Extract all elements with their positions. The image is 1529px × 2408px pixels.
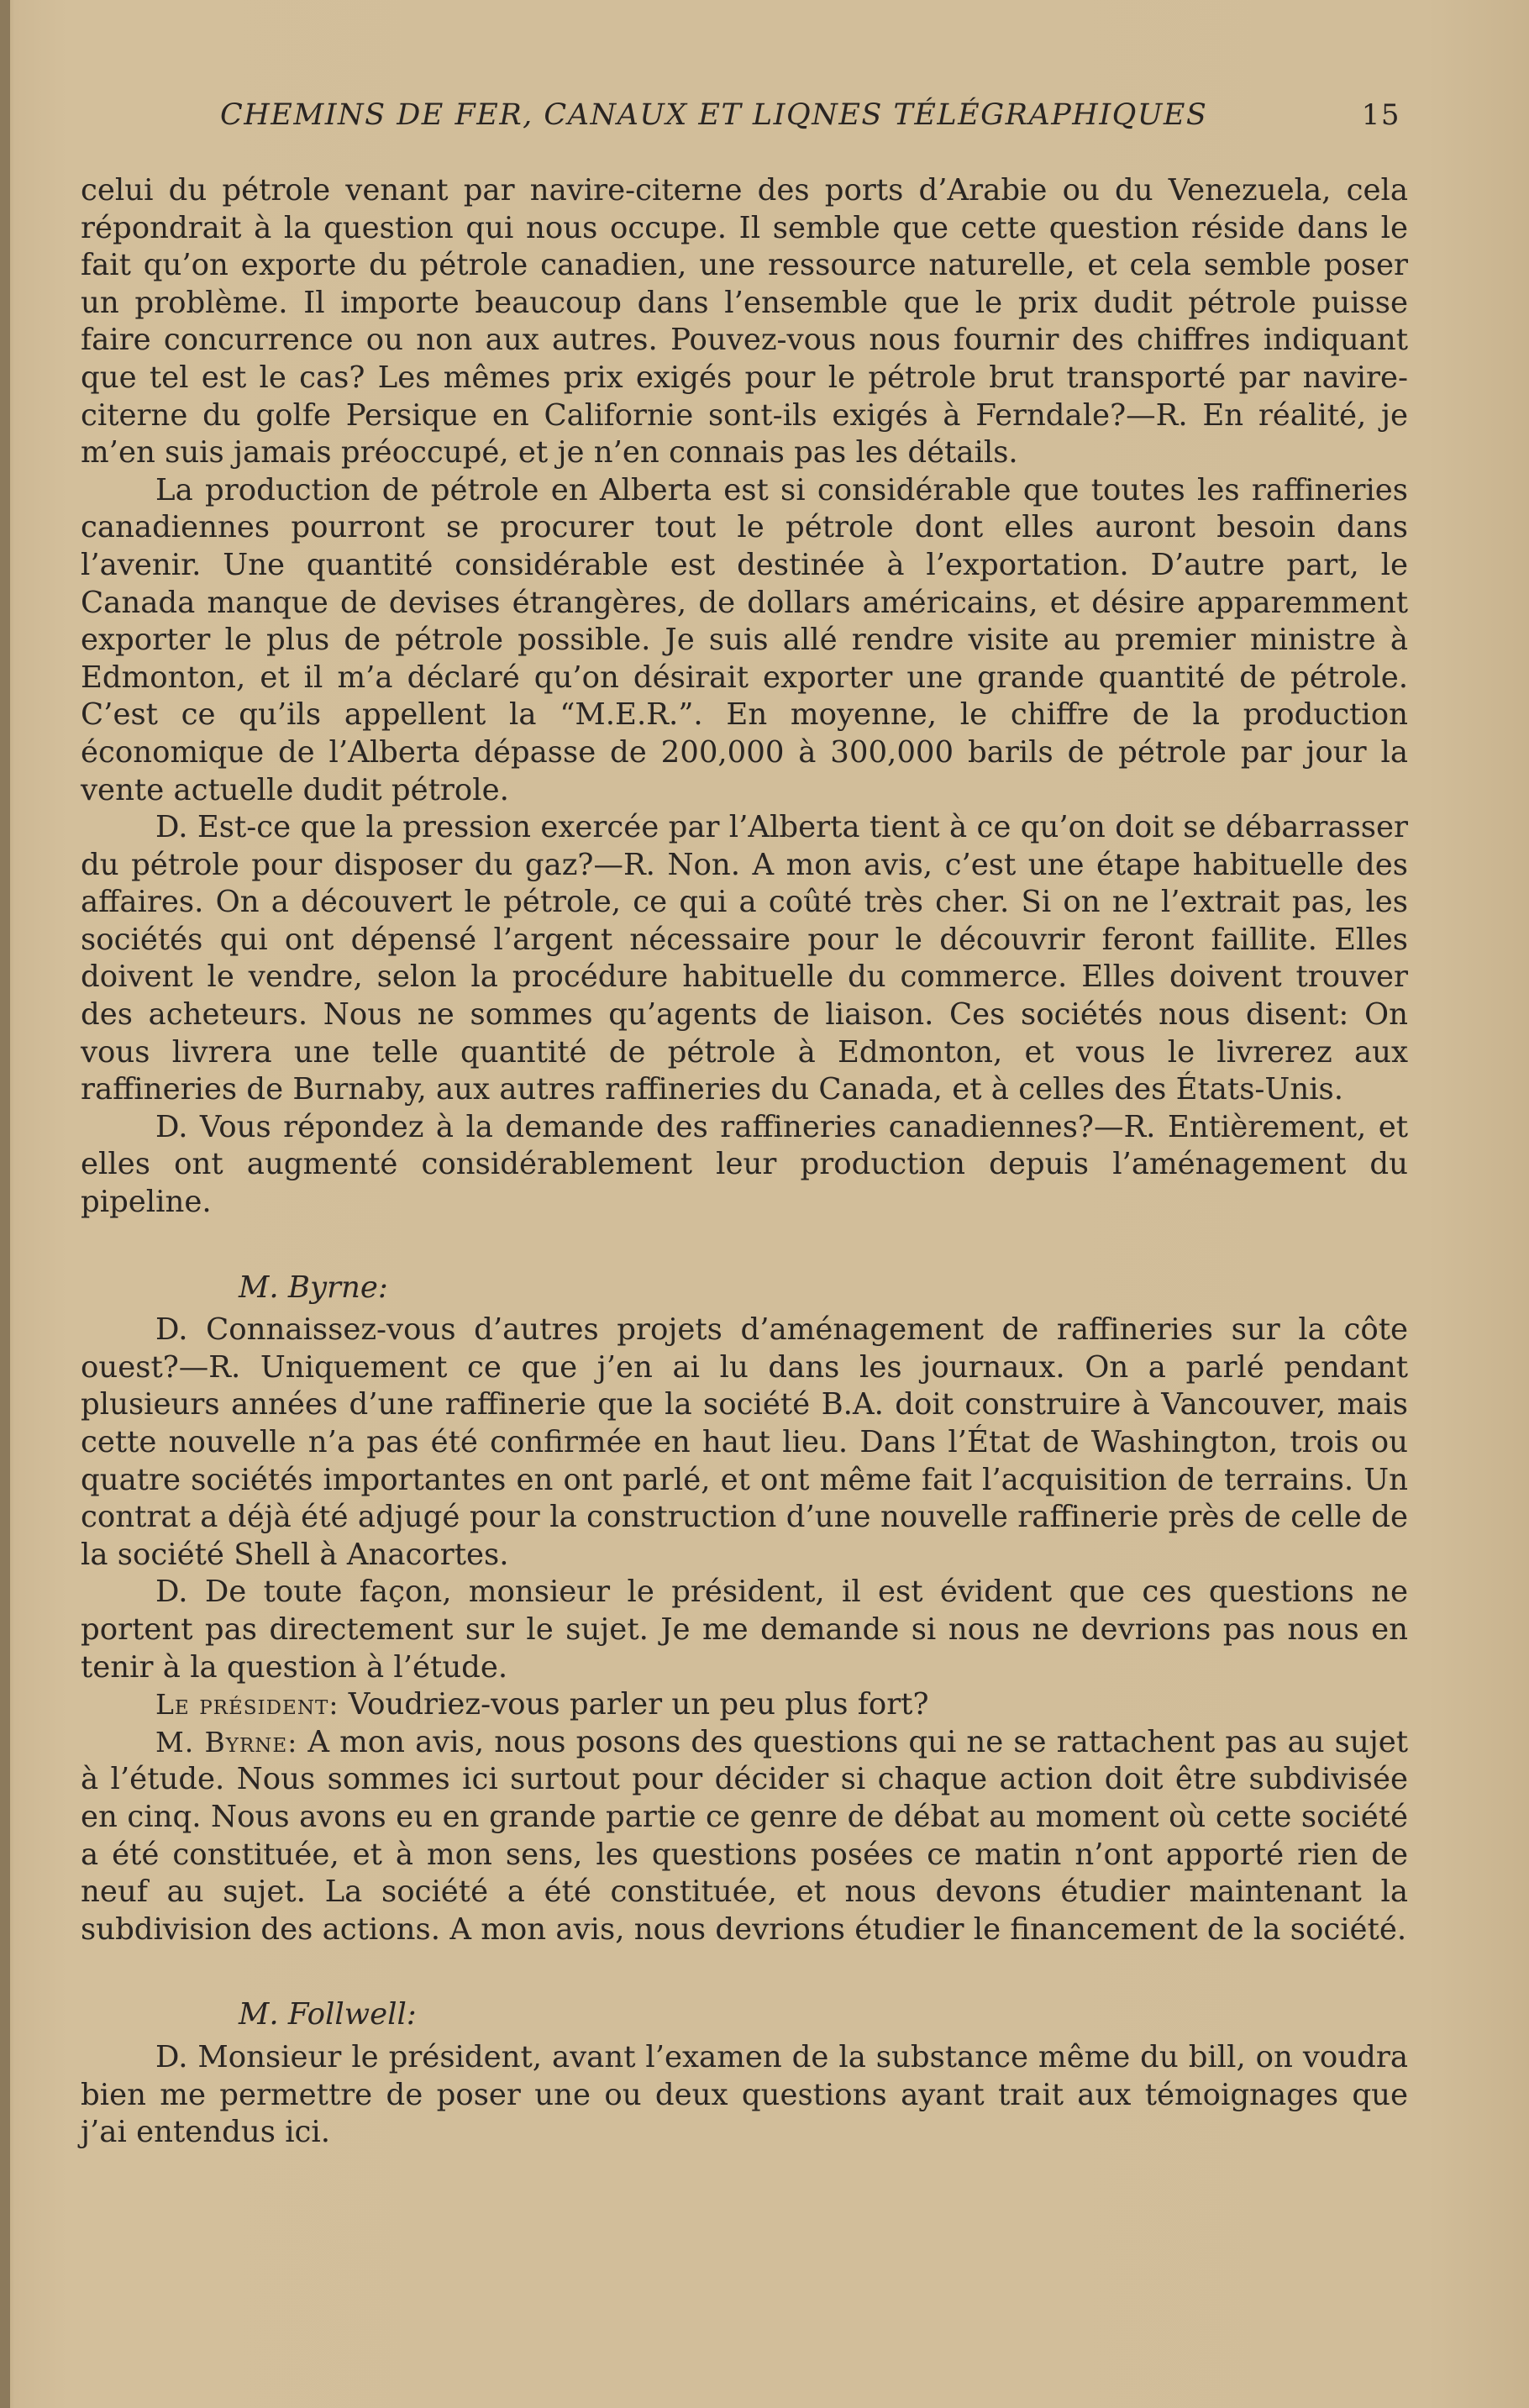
paragraph [81,1686,1408,1724]
paragraph [81,1724,1408,1949]
paragraph: D. De toute façon, monsieur le président, il est évident que ces questions ne portent pas directement sur le sujet. Je me demande si nous ne devrions pas nous en tenir à la question à l’étude. [81,1575,1408,1685]
speaker-heading: M. Follwell: [239,1997,417,2032]
paragraph: celui du pétrole venant par navire-citerne des ports d’Arabie ou du Venezuela, cela répondrait à la question qui nous occupe. Il semble que cette question réside dans le fait qu’on exporte du pétrole canadien, une ressource naturelle, et cela semble poser un problème. Il importe beaucoup dans l’ensemble que le prix dudit pétrole puisse faire concurrence ou non aux autres. Pouvez-vous nous fournir des chiffres indiquant que tel est le cas? Les mêmes prix exigés pour le pétrole brut transporté par navire-citerne du golfe Persique en Californie sont-ils exigés à Ferndale?—R. En réalité, je m’en suis jamais préoccupé, et je n’en connais pas les détails. [81,173,1408,471]
running-header [220,94,1400,136]
speaker-label: Le président: [155,1688,339,1722]
paragraph-text: Voudriez-vous parler un peu plus fort? [339,1687,929,1722]
paragraph: La production de pétrole en Alberta est si considérable que toutes les raffineries canadiennes pourront se procurer tout le pétrole dont elles auront besoin dans l’avenir. Une quantité considérable est destinée à l’exportation. D’autre part, le Canada manque de devises étrangères, de dollars américains, et désire apparemment exporter le plus de pétrole possible. Je suis allé rendre visite au premier ministre à Edmonton, et il m’a déclaré qu’on désirait exporter une grande quantité de pétrole. C’est ce qu’ils appellent la “M.E.R.”. En moyenne, le chiffre de la production économique de l’Alberta dépasse de 200,000 à 300,000 barils de pétrole par jour la vente actuelle dudit pétrole. [81,472,1408,807]
page-number: 15 [1361,98,1400,132]
header-title: CHEMINS DE FER, CANAUX ET LIQNES TÉLÉGRAPHIQUES [220,98,1208,132]
speaker-heading: M. Byrne: [239,1270,388,1305]
paragraph: D. Connaissez-vous d’autres projets d’aménagement de raffineries sur la côte ouest?—R. Uniquement ce que j’en ai lu dans les journaux. On a parlé pendant plusieurs années d’une raffinerie que la société B.A. doit construire à Vancouver, mais cette nouvelle n’a pas été confirmée en haut lieu. Dans l’État de Washington, trois ou quatre sociétés importantes en ont parlé, et ont même fait l’acquisition de terrains. Un contrat a déjà été adjugé pour la construction d’une nouvelle raffinerie près de celle de la société Shell à Anacortes. [81,1312,1408,1572]
speaker-label: M. Byrne: [155,1725,298,1759]
paragraph-text: A mon avis, nous posons des questions qui ne se rattachent pas au sujet à l’étude. Nous sommes ici surtout pour décider si chaque action doit être subdivisée en cinq. Nous avons eu en grande partie ce genre de débat au moment où cette société a été constituée, et à mon sens, les questions posées ce matin n’ont apporté rien de neuf au sujet. La société a été constituée, et nous devons étudier maintenant la subdivision des actions. A mon avis, nous devrions étudier le financement de la société. [81,1724,1409,1947]
body-text [81,172,1408,2152]
page-edge [0,0,10,2408]
paragraph: D. Monsieur le président, avant l’examen de la substance même du bill, on voudra bien me permettre de poser une ou deux questions ayant trait aux témoignages que j’ai entendus ici. [81,2039,1408,2150]
paragraph: D. Vous répondez à la demande des raffineries canadiennes?—R. Entièrement, et elles ont augmenté considérablement leur production depuis l’aménagement du pipeline. [81,1109,1408,1220]
paragraph: D. Est-ce que la pression exercée par l’Alberta tient à ce qu’on doit se débarrasser du pétrole pour disposer du gaz?—R. Non. A mon avis, c’est une étape habituelle des affaires. On a découvert le pétrole, ce qui a coûté très cher. Si on ne l’extrait pas, les sociétés qui ont dépensé l’argent nécessaire pour le découvrir feront faillite. Elles doivent le vendre, selon la procédure habituelle du commerce. Elles doivent trouver des acheteurs. Nous ne sommes qu’agents de liaison. Ces sociétés nous disent: On vous livrera une telle quantité de pétrole à Edmonton, et vous le livrerez aux raffineries de Burnaby, aux autres raffineries du Canada, et à celles des États-Unis. [81,810,1408,1107]
